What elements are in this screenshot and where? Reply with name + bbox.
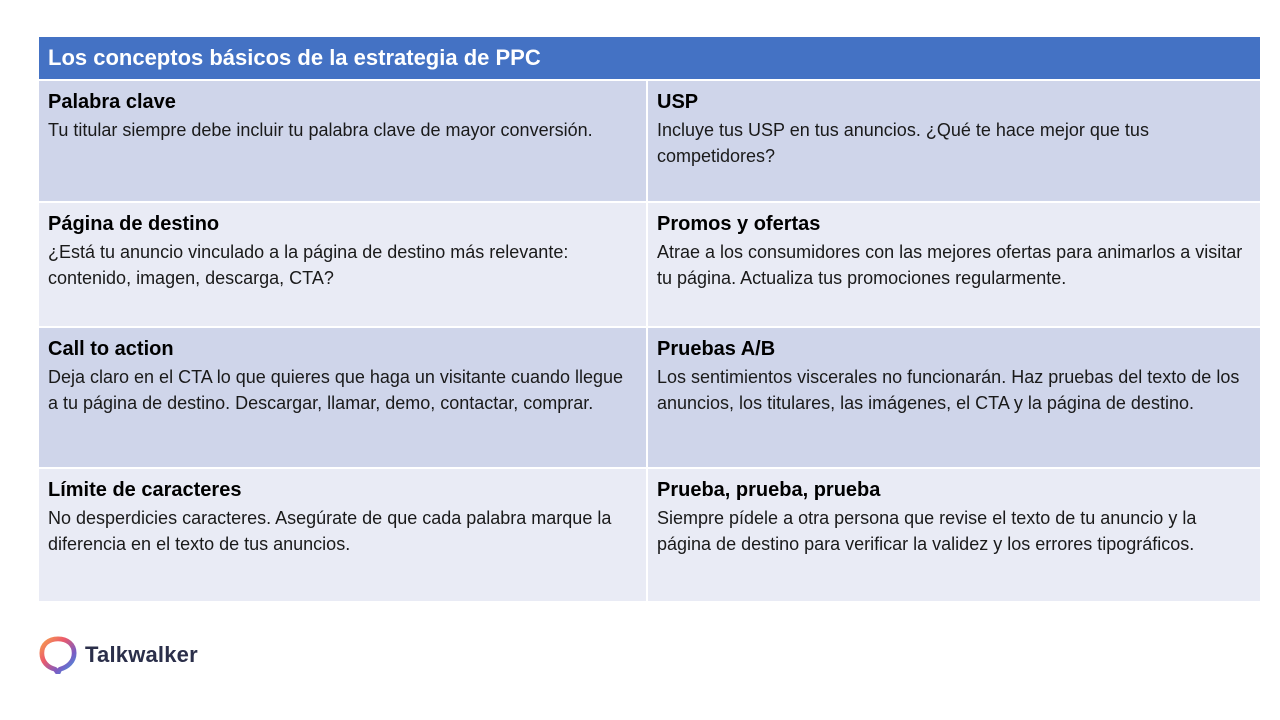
cell-title: Palabra clave xyxy=(48,91,176,113)
cell-title: Límite de caracteres xyxy=(48,479,242,501)
cell-title: Pruebas A/B xyxy=(657,338,776,360)
table-row xyxy=(39,202,1260,327)
table-row xyxy=(39,327,1260,468)
cell-title: Página de destino xyxy=(48,213,220,235)
table-cell xyxy=(647,202,1260,327)
talkwalker-logo-icon xyxy=(39,636,77,674)
cell-text: No desperdicies caracteres. Asegúrate de que cada palabra marque la diferencia en el texto de tus anuncios. xyxy=(48,508,612,554)
cell-text: Siempre pídele a otra persona que revise el texto de tu anuncio y la página de destino para verificar la validez y los errores tipográficos. xyxy=(657,508,1197,554)
table-row xyxy=(39,80,1260,202)
brand-name: Talkwalker xyxy=(85,642,198,667)
table-cell xyxy=(647,468,1260,602)
cell-title: Promos y ofertas xyxy=(657,213,821,235)
cell-text: Incluye tus USP en tus anuncios. ¿Qué te hace mejor que tus competidores? xyxy=(657,120,1149,166)
ppc-strategy-table xyxy=(39,37,1260,603)
table-cell xyxy=(39,80,647,202)
table-row xyxy=(39,468,1260,602)
cell-title: Prueba, prueba, prueba xyxy=(657,479,881,501)
cell-text: Deja claro en el CTA lo que quieres que haga un visitante cuando llegue a tu página de destino. Descargar, llamar, demo, contactar, comprar. xyxy=(48,367,624,413)
table-cell xyxy=(39,468,647,602)
table-cell xyxy=(647,327,1260,468)
cell-text: ¿Está tu anuncio vinculado a la página de destino más relevante: contenido, imagen, descarga, CTA? xyxy=(48,242,569,288)
table-cell xyxy=(39,327,647,468)
cell-text: Atrae a los consumidores con las mejores ofertas para animarlos a visitar tu página. Actualiza tus promociones regularmente. xyxy=(657,242,1243,288)
cell-title: USP xyxy=(657,91,699,113)
cell-text: Los sentimientos viscerales no funcionarán. Haz pruebas del texto de los anuncios, los titulares, las imágenes, el CTA y la página de destino. xyxy=(657,367,1240,413)
cell-title: Call to action xyxy=(48,338,174,360)
table-cell xyxy=(647,80,1260,202)
talkwalker-logo xyxy=(39,636,198,674)
cell-text: Tu titular siempre debe incluir tu palabra clave de mayor conversión. xyxy=(48,120,593,140)
table-title: Los conceptos básicos de la estrategia de PPC xyxy=(39,37,1260,80)
table-cell xyxy=(39,202,647,327)
